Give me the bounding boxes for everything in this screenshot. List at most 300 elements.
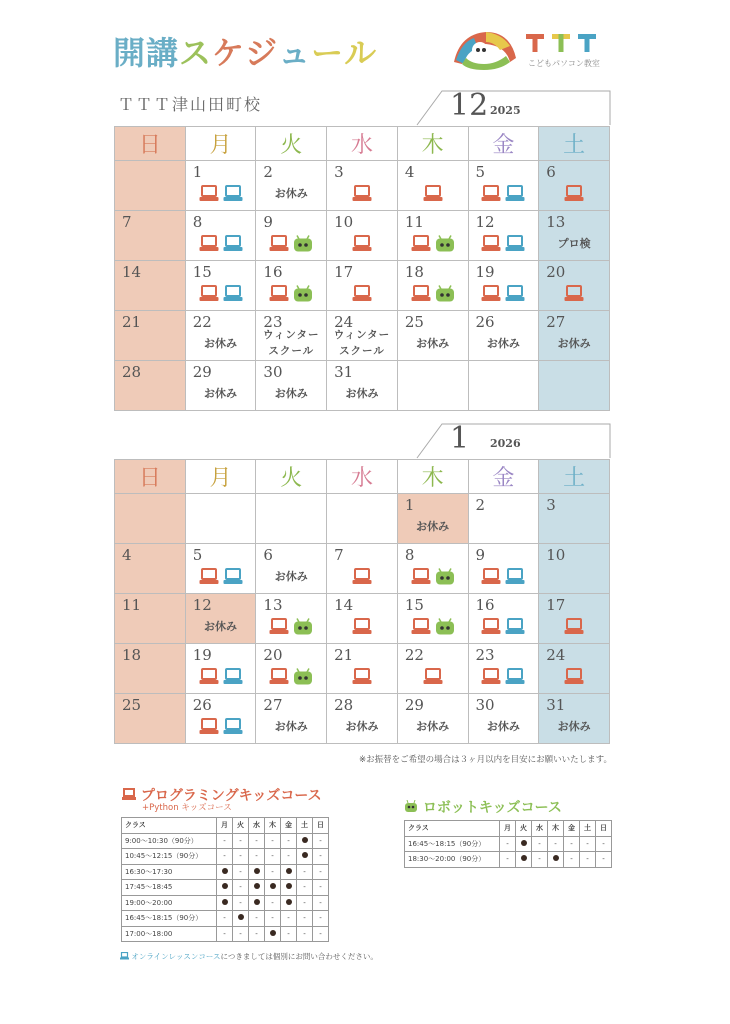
class-time: 18:30〜20:00（90分） [405, 852, 500, 868]
day-number: 9 [263, 213, 273, 231]
weekday-header: 金 [468, 127, 539, 161]
weekday-header: 日 [115, 127, 186, 161]
laptop-orange-icon [481, 285, 501, 302]
lesson-icons [398, 618, 468, 636]
day-note: お休み [274, 187, 308, 200]
calendar-day-cell [115, 694, 186, 744]
day-number: 7 [334, 546, 344, 564]
day-number: 29 [404, 696, 424, 714]
calendar-day-cell [185, 311, 256, 361]
class-unavailable-cell: - [564, 836, 580, 852]
class-available-cell [297, 833, 313, 849]
month-year: 2025 [490, 104, 521, 117]
robot-icon [404, 800, 418, 813]
calendar-day-cell [397, 261, 468, 311]
laptop-orange-icon [481, 185, 501, 202]
class-unavailable-cell: - [297, 895, 313, 911]
class-unavailable-cell: - [249, 926, 265, 942]
day-number: 14 [122, 263, 142, 281]
calendar-day-cell [185, 594, 256, 644]
laptop-orange-icon [352, 568, 372, 585]
class-unavailable-cell: - [233, 849, 249, 865]
class-available-cell [281, 895, 297, 911]
lesson-icons [186, 668, 256, 686]
robot-icon [435, 285, 455, 302]
day-note: お休み [557, 720, 591, 733]
weekday-header: 月 [185, 460, 256, 494]
laptop-blue-icon [223, 235, 243, 252]
calendar-day-cell [539, 544, 610, 594]
day-number: 2 [263, 163, 273, 181]
calendar-day-cell [327, 261, 398, 311]
laptop-blue-icon [505, 285, 525, 302]
calendar-day-cell [256, 311, 327, 361]
class-unavailable-cell: - [233, 880, 249, 896]
day-number: 25 [404, 313, 424, 331]
laptop-blue-icon [505, 185, 525, 202]
dot-icon [521, 840, 527, 846]
title-char: ル [344, 34, 378, 72]
day-number: 8 [192, 213, 203, 231]
calendar-day-cell [327, 594, 398, 644]
day-number: 10 [546, 546, 566, 564]
schedule-row [122, 926, 329, 942]
online-course-name: オンラインレッスンコース [131, 952, 221, 961]
class-unavailable-cell: - [281, 926, 297, 942]
lesson-icons [539, 618, 609, 636]
weekday-header: 木 [548, 821, 564, 837]
laptop-blue-icon [223, 568, 243, 585]
class-unavailable-cell: - [281, 849, 297, 865]
calendar-day-cell [327, 211, 398, 261]
calendar-december [114, 126, 610, 411]
class-available-cell [233, 911, 249, 927]
lesson-icons [398, 185, 468, 203]
calendar-day-cell [327, 494, 398, 544]
day-number: 2 [475, 496, 486, 514]
calendar-day-cell [185, 644, 256, 694]
calendar-day-cell [256, 361, 327, 411]
laptop-orange-icon [481, 668, 501, 685]
dot-icon [270, 883, 276, 889]
laptop-orange-icon [269, 235, 289, 252]
lesson-icons [469, 618, 539, 636]
laptop-orange-icon [481, 618, 501, 635]
lesson-icons [256, 235, 326, 253]
calendar-day-cell [185, 211, 256, 261]
calendar-day-cell [468, 594, 539, 644]
lesson-icons [398, 668, 468, 686]
day-number: 1 [192, 163, 203, 181]
title-char: 講 [146, 34, 180, 72]
lesson-icons [186, 285, 256, 303]
laptop-orange-icon [199, 185, 219, 202]
calendar-day-cell [115, 594, 186, 644]
calendar-week-row [115, 494, 610, 544]
day-number: 25 [122, 696, 142, 714]
day-note: お休み [486, 337, 520, 350]
class-unavailable-cell: - [313, 880, 329, 896]
day-number: 27 [546, 313, 566, 331]
event-note-line: スクール [268, 345, 315, 357]
day-number: 10 [334, 213, 354, 231]
day-number: 24 [334, 313, 354, 331]
class-available-cell [249, 880, 265, 896]
class-available-cell [249, 895, 265, 911]
weekday-header: 月 [500, 821, 516, 837]
calendar-day-cell [185, 494, 256, 544]
laptop-blue-icon [223, 185, 243, 202]
title-char: ケ [212, 34, 246, 72]
calendar-day-cell [468, 211, 539, 261]
day-note: お休み [274, 570, 308, 583]
lesson-icons [327, 568, 397, 586]
calendar-week-row [115, 594, 610, 644]
laptop-orange-icon [199, 568, 219, 585]
dot-icon [222, 899, 228, 905]
calendar-day-cell [539, 594, 610, 644]
class-unavailable-cell: - [249, 849, 265, 865]
calendar-day-cell [115, 311, 186, 361]
robot-icon [293, 618, 313, 635]
day-note: お休み [204, 620, 238, 633]
lesson-icons [256, 668, 326, 686]
calendar-january [114, 459, 610, 744]
class-available-cell [217, 864, 233, 880]
class-available-cell [265, 880, 281, 896]
laptop-orange-icon [352, 235, 372, 252]
day-number: 24 [546, 646, 566, 664]
robot-icon [293, 668, 313, 685]
day-number: 27 [263, 696, 283, 714]
class-unavailable-cell: - [265, 911, 281, 927]
day-number: 4 [404, 163, 415, 181]
laptop-orange-icon [564, 185, 584, 202]
calendar-week-row [115, 544, 610, 594]
day-number: 21 [122, 313, 142, 331]
weekday-header: 火 [256, 460, 327, 494]
schedule-row [122, 911, 329, 927]
dot-icon [254, 883, 260, 889]
class-unavailable-cell: - [233, 926, 249, 942]
calendar-day-cell [397, 311, 468, 361]
school-name: ＴＴＴ津山田町校 [118, 95, 263, 114]
lesson-icons [469, 185, 539, 203]
month-tab-december [416, 90, 612, 124]
weekday-header: 木 [397, 127, 468, 161]
schedule-row [405, 852, 612, 868]
day-number: 21 [334, 646, 354, 664]
day-note: お休み [204, 337, 238, 350]
lesson-icons [539, 185, 609, 203]
dot-icon [222, 868, 228, 874]
lesson-icons [256, 618, 326, 636]
dot-icon [286, 868, 292, 874]
robot-schedule-table [404, 820, 612, 868]
calendar-day-cell [539, 261, 610, 311]
event-note-line: ウィンター [333, 329, 391, 341]
day-note: お休み [204, 387, 238, 400]
lesson-icons [398, 235, 468, 253]
class-unavailable-cell: - [297, 911, 313, 927]
laptop-orange-icon [411, 568, 431, 585]
online-note-text: につきましては個別にお問い合わせください。 [220, 952, 378, 961]
calendar-week-row [115, 644, 610, 694]
laptop-orange-icon [423, 185, 443, 202]
day-number: 15 [192, 263, 212, 281]
class-unavailable-cell: - [580, 852, 596, 868]
weekday-header: 月 [185, 127, 256, 161]
day-event-note [256, 327, 326, 359]
weekday-header: 金 [468, 460, 539, 494]
calendar-day-cell [327, 311, 398, 361]
calendar-day-cell [256, 644, 327, 694]
calendar-day-cell [539, 494, 610, 544]
class-available-cell [281, 880, 297, 896]
laptop-orange-icon [269, 285, 289, 302]
calendar-day-cell [256, 594, 327, 644]
lesson-icons [327, 185, 397, 203]
day-number: 29 [192, 363, 212, 381]
class-unavailable-cell: - [596, 852, 612, 868]
month-year: 2026 [490, 437, 521, 450]
day-number: 18 [404, 263, 424, 281]
class-available-cell [281, 864, 297, 880]
programming-course-title: プログラミングキッズコース [140, 788, 322, 804]
calendar-day-cell [468, 694, 539, 744]
robot-icon [435, 235, 455, 252]
day-note: お休み [557, 337, 591, 350]
dot-icon [286, 899, 292, 905]
lesson-icons [469, 285, 539, 303]
laptop-orange-icon [269, 668, 289, 685]
day-number: 28 [122, 363, 142, 381]
calendar-day-cell [539, 694, 610, 744]
day-note: お休み [416, 720, 450, 733]
lesson-icons [469, 235, 539, 253]
laptop-orange-icon [352, 185, 372, 202]
class-unavailable-cell: - [233, 864, 249, 880]
class-unavailable-cell: - [596, 836, 612, 852]
calendar-day-cell [397, 594, 468, 644]
calendar-day-cell [468, 644, 539, 694]
class-available-cell [265, 926, 281, 942]
dot-icon [521, 855, 527, 861]
month-number: 1 [450, 421, 470, 456]
day-number: 16 [475, 596, 495, 614]
class-available-cell [548, 852, 564, 868]
day-number: 22 [192, 313, 212, 331]
class-unavailable-cell: - [532, 852, 548, 868]
lesson-icons [539, 285, 609, 303]
laptop-orange-icon [352, 618, 372, 635]
day-number: 26 [192, 696, 212, 714]
schedule-row [122, 880, 329, 896]
calendar-day-cell [397, 694, 468, 744]
calendar-week-row [115, 261, 610, 311]
event-note-line: ウィンター [263, 329, 320, 341]
day-number: 6 [546, 163, 556, 181]
class-header: クラス [122, 818, 217, 834]
lesson-icons [186, 235, 256, 253]
dot-icon [270, 930, 276, 936]
class-unavailable-cell: - [532, 836, 548, 852]
lesson-icons [186, 568, 256, 586]
calendar-day-cell [327, 161, 398, 211]
weekday-header: 土 [297, 818, 313, 834]
laptop-orange-icon [423, 668, 443, 685]
lesson-icons [398, 568, 468, 586]
class-unavailable-cell: - [313, 849, 329, 865]
class-unavailable-cell: - [313, 895, 329, 911]
laptop-blue-icon [505, 235, 525, 252]
weekday-header: 金 [281, 818, 297, 834]
weekday-header: 月 [217, 818, 233, 834]
class-unavailable-cell: - [265, 833, 281, 849]
day-number: 11 [122, 596, 142, 614]
laptop-blue-icon [505, 618, 525, 635]
calendar-day-cell [327, 361, 398, 411]
schedule-row [122, 864, 329, 880]
class-unavailable-cell: - [580, 836, 596, 852]
day-note: プロ検 [557, 237, 591, 250]
lesson-icons [186, 718, 256, 736]
schedule-row [405, 836, 612, 852]
day-number: 23 [475, 646, 495, 664]
calendar-day-cell [115, 544, 186, 594]
dot-icon [302, 852, 308, 858]
weekday-header: 水 [327, 127, 398, 161]
class-unavailable-cell: - [217, 833, 233, 849]
calendar-day-cell [327, 644, 398, 694]
calendar-day-cell [115, 494, 186, 544]
lesson-icons [398, 285, 468, 303]
class-unavailable-cell: - [313, 833, 329, 849]
day-number: 17 [546, 596, 566, 614]
calendar-day-cell [256, 544, 327, 594]
day-number: 26 [475, 313, 495, 331]
day-note: お休み [416, 337, 450, 350]
laptop-blue-icon [505, 568, 525, 585]
laptop-blue-icon [505, 668, 525, 685]
class-unavailable-cell: - [548, 836, 564, 852]
day-number: 31 [334, 363, 354, 381]
title-char: ー [311, 34, 345, 72]
day-number: 18 [122, 646, 142, 664]
weekday-header: 水 [327, 460, 398, 494]
calendar-day-cell [115, 644, 186, 694]
calendar-day-cell [397, 361, 468, 411]
day-number: 13 [546, 213, 566, 231]
day-number: 28 [334, 696, 354, 714]
weekday-header: 日 [115, 460, 186, 494]
calendar-day-cell [468, 161, 539, 211]
day-number: 30 [263, 363, 283, 381]
laptop-orange-icon [199, 668, 219, 685]
day-number: 3 [546, 496, 556, 514]
class-time: 10:45〜12:15（90分） [122, 849, 217, 865]
calendar-week-row [115, 311, 610, 361]
day-note: お休み [345, 387, 379, 400]
calendar-week-row [115, 694, 610, 744]
laptop-icon [122, 788, 136, 801]
class-available-cell [297, 849, 313, 865]
class-unavailable-cell: - [313, 926, 329, 942]
dot-icon [238, 914, 244, 920]
laptop-orange-icon [411, 618, 431, 635]
calendar-day-cell [397, 161, 468, 211]
dot-icon [222, 883, 228, 889]
weekday-header: 金 [564, 821, 580, 837]
laptop-orange-icon [199, 718, 219, 735]
day-number: 31 [546, 696, 566, 714]
laptop-orange-icon [199, 235, 219, 252]
laptop-orange-icon [564, 618, 584, 635]
schedule-row [122, 849, 329, 865]
calendar-day-cell [327, 544, 398, 594]
laptop-orange-icon [269, 618, 289, 635]
class-time: 19:00〜20:00 [122, 895, 217, 911]
robot-course-heading [404, 797, 562, 817]
laptop-orange-icon [481, 235, 501, 252]
class-time: 17:45〜18:45 [122, 880, 217, 896]
calendar-day-cell [256, 161, 327, 211]
calendar-day-cell [539, 361, 610, 411]
schedule-row [122, 833, 329, 849]
laptop-blue-icon [223, 668, 243, 685]
day-event-note [327, 327, 397, 359]
weekday-header: 火 [516, 821, 532, 837]
calendar-week-row [115, 161, 610, 211]
class-unavailable-cell: - [217, 926, 233, 942]
class-unavailable-cell: - [297, 926, 313, 942]
title-char: 開 [113, 34, 147, 72]
day-note: お休み [416, 520, 450, 533]
weekday-header: 日 [313, 818, 329, 834]
day-number: 5 [475, 163, 486, 181]
calendar-day-cell [115, 261, 186, 311]
day-number: 19 [192, 646, 212, 664]
laptop-orange-icon [411, 285, 431, 302]
weekday-header: 水 [532, 821, 548, 837]
laptop-orange-icon [564, 668, 584, 685]
day-number: 3 [334, 163, 344, 181]
calendar-day-cell [468, 544, 539, 594]
lesson-icons [327, 668, 397, 686]
class-time: 9:00〜10:30（90分） [122, 833, 217, 849]
calendar-week-row [115, 211, 610, 261]
day-number: 9 [475, 546, 486, 564]
title-char: ュ [278, 34, 312, 72]
dot-icon [254, 868, 260, 874]
weekday-header: 土 [580, 821, 596, 837]
laptop-orange-icon [564, 285, 584, 302]
dot-icon [254, 899, 260, 905]
calendar-day-cell [397, 644, 468, 694]
lesson-icons [327, 618, 397, 636]
programming-schedule-table [121, 817, 329, 942]
day-number: 1 [404, 496, 415, 514]
calendar-day-cell [468, 261, 539, 311]
class-time: 17:00〜18:00 [122, 926, 217, 942]
dot-icon [286, 883, 292, 889]
day-number: 16 [263, 263, 283, 281]
class-unavailable-cell: - [564, 852, 580, 868]
laptop-orange-icon [352, 668, 372, 685]
logo-subtitle: こどもパソコン教室 [528, 59, 600, 68]
calendar-day-cell [327, 694, 398, 744]
class-unavailable-cell: - [233, 833, 249, 849]
